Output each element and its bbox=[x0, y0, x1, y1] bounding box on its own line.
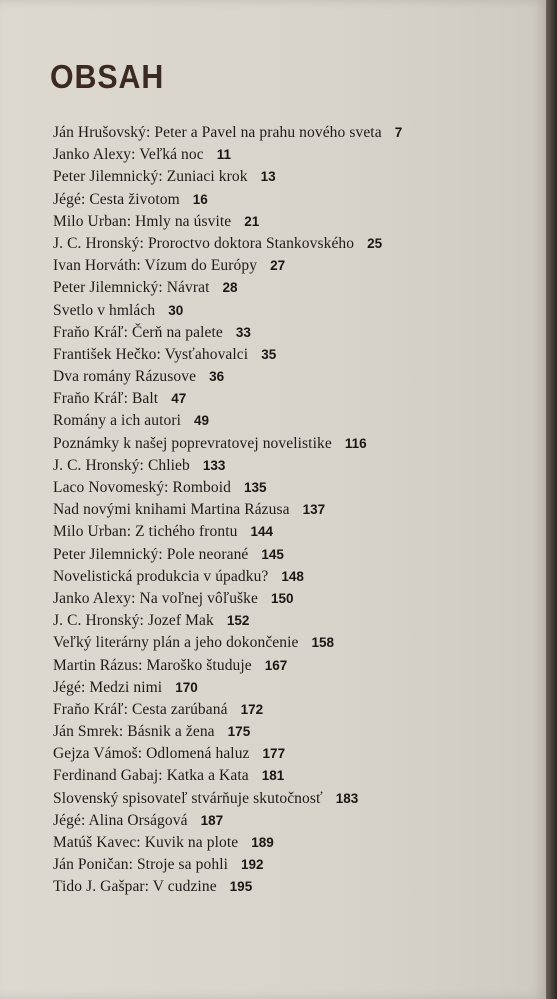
toc-entry bbox=[53, 588, 533, 610]
toc-entry bbox=[53, 499, 533, 521]
toc-entry bbox=[53, 300, 533, 322]
toc-entry bbox=[53, 854, 533, 876]
toc-entry-title: Tido J. Gašpar: V cudzine bbox=[53, 878, 217, 896]
toc-entry-title: Peter Jilemnický: Pole neorané bbox=[53, 545, 249, 563]
page-title: OBSAH bbox=[50, 58, 165, 95]
toc-entry-title: Milo Urban: Hmly na úsvite bbox=[53, 212, 232, 230]
toc-entry-page-number: 172 bbox=[240, 701, 264, 717]
toc-entry bbox=[53, 366, 533, 388]
toc-entry bbox=[53, 632, 533, 654]
toc-entry-page-number: 133 bbox=[202, 457, 226, 473]
toc-entry-page-number: 145 bbox=[261, 546, 284, 562]
toc-entry bbox=[53, 544, 533, 566]
toc-entry-page-number: 175 bbox=[227, 724, 251, 740]
toc-entry-page-number: 192 bbox=[241, 857, 264, 873]
toc-entry-title: Janko Alexy: Veľká noc bbox=[53, 146, 204, 164]
toc-entry-title: Ivan Horváth: Vízum do Európy bbox=[53, 257, 258, 275]
toc-entry-title: Martin Rázus: Maroško študuje bbox=[53, 656, 252, 674]
toc-entry bbox=[53, 388, 533, 410]
toc-entry-title: Romány a ich autori bbox=[53, 412, 182, 430]
toc-entry bbox=[53, 765, 533, 787]
toc-entry-page-number: 27 bbox=[270, 258, 286, 274]
toc-entry bbox=[53, 322, 533, 344]
toc-entry-page-number: 181 bbox=[261, 768, 285, 784]
toc-entry bbox=[53, 610, 533, 632]
toc-entry bbox=[53, 743, 533, 765]
toc-entry-page-number: 170 bbox=[175, 679, 198, 695]
toc-entry-title: Ján Hrušovský: Peter a Pavel na prahu nového sveta bbox=[53, 124, 382, 141]
toc-entry bbox=[53, 566, 533, 588]
toc-entry-page-number: 16 bbox=[192, 191, 208, 207]
toc-entry-title: Peter Jilemnický: Návrat bbox=[53, 279, 210, 297]
toc-entry-title: Milo Urban: Z tichého frontu bbox=[53, 523, 238, 541]
toc-entry-page-number: 13 bbox=[260, 169, 276, 185]
toc-entry bbox=[53, 211, 533, 233]
toc-entry bbox=[53, 410, 533, 432]
toc-entry-title: František Hečko: Vysťahovalci bbox=[53, 345, 249, 363]
toc-entry-page-number: 11 bbox=[216, 147, 231, 163]
toc-entry-title: Svetlo v hmlách bbox=[53, 301, 156, 319]
toc-entry-page-number: 28 bbox=[222, 280, 238, 296]
toc-entry-page-number: 135 bbox=[243, 480, 267, 495]
toc-entry-page-number: 7 bbox=[394, 125, 403, 140]
toc-entry-title: J. C. Hronský: Proroctvo doktora Stankovského bbox=[53, 234, 355, 252]
toc-entry bbox=[53, 166, 533, 188]
toc-entry-title: Laco Novomeský: Romboid bbox=[53, 479, 231, 496]
toc-entry-page-number: 144 bbox=[250, 524, 273, 540]
toc-entry-page-number: 148 bbox=[281, 568, 304, 584]
toc-entry bbox=[53, 677, 533, 699]
toc-entry-title: Veľký literárny plán a jeho dokončenie bbox=[53, 634, 299, 652]
toc-entry bbox=[53, 255, 533, 277]
toc-entry-page-number: 150 bbox=[271, 590, 294, 606]
toc-entry-title: J. C. Hronský: Jozef Mak bbox=[53, 612, 214, 630]
toc-entry bbox=[53, 144, 533, 166]
toc-entry-page-number: 30 bbox=[168, 302, 184, 318]
toc-entry-title: Jégé: Cesta životom bbox=[53, 190, 180, 208]
toc-entry bbox=[53, 521, 533, 543]
toc-entry bbox=[53, 832, 533, 854]
toc-entry-title: Poznámky k našej poprevratovej novelistike bbox=[53, 434, 332, 452]
toc-entry bbox=[53, 455, 533, 477]
toc-entry-page-number: 152 bbox=[226, 613, 250, 629]
toc-entry-page-number: 21 bbox=[244, 213, 260, 229]
page-edge-shadow bbox=[546, 0, 557, 999]
toc-entry-title: Ján Smrek: Básnik a žena bbox=[53, 723, 215, 741]
toc-entry-title: Fraňo Kráľ: Cesta zarúbaná bbox=[53, 700, 228, 718]
toc-entry-page-number: 195 bbox=[229, 879, 253, 895]
toc-entry-title: Matúš Kavec: Kuvik na plote bbox=[53, 834, 239, 851]
toc-entry bbox=[53, 277, 533, 299]
toc-entry-title: Gejza Vámoš: Odlomená haluz bbox=[53, 745, 250, 763]
toc-entry-title: Jégé: Medzi nimi bbox=[53, 678, 163, 696]
toc-entry bbox=[53, 721, 533, 743]
toc-entry bbox=[53, 189, 533, 211]
toc-entry-page-number: 36 bbox=[209, 369, 225, 385]
toc-entry-page-number: 35 bbox=[261, 346, 277, 362]
toc-entry bbox=[53, 810, 533, 832]
toc-entry-title: Nad novými knihami Martina Rázusa bbox=[53, 501, 290, 519]
toc-entry bbox=[53, 433, 533, 455]
toc-entry bbox=[53, 699, 533, 721]
toc-entry-title: Slovenský spisovateľ stvárňuje skutočnosť bbox=[53, 789, 323, 807]
toc-entry-title: Dva romány Rázusove bbox=[53, 368, 197, 386]
toc-entry-page-number: 33 bbox=[235, 324, 251, 340]
toc-entry-page-number: 158 bbox=[311, 635, 335, 651]
toc-entry-page-number: 116 bbox=[344, 435, 367, 451]
toc-entry bbox=[53, 344, 533, 366]
toc-entry bbox=[53, 122, 533, 144]
toc-entry bbox=[53, 477, 533, 499]
toc-entry-page-number: 189 bbox=[251, 835, 274, 850]
toc-entry-page-number: 187 bbox=[200, 812, 224, 828]
toc-entry-page-number: 47 bbox=[171, 391, 187, 407]
toc-entry bbox=[53, 788, 533, 810]
toc-entry-title: Ferdinand Gabaj: Katka a Kata bbox=[53, 767, 249, 785]
toc-entry-title: Fraňo Kráľ: Čerň na palete bbox=[53, 323, 223, 341]
toc-entry bbox=[53, 876, 533, 898]
toc-entry-page-number: 183 bbox=[335, 790, 359, 806]
toc-entry-title: Fraňo Kráľ: Balt bbox=[53, 390, 159, 408]
toc-entry-page-number: 137 bbox=[302, 502, 326, 518]
toc-entry-title: Peter Jilemnický: Zuniaci krok bbox=[53, 168, 248, 186]
table-of-contents bbox=[53, 122, 533, 899]
toc-entry-page-number: 25 bbox=[367, 235, 383, 251]
toc-entry-title: Jégé: Alina Orságová bbox=[53, 811, 188, 829]
toc-entry-title: Novelistická produkcia v úpadku? bbox=[53, 567, 269, 585]
toc-entry-page-number: 167 bbox=[264, 657, 288, 673]
toc-entry-page-number: 177 bbox=[262, 746, 286, 762]
toc-entry bbox=[53, 233, 533, 255]
toc-entry-page-number: 49 bbox=[194, 413, 210, 429]
toc-entry bbox=[53, 655, 533, 677]
toc-entry-title: Janko Alexy: Na voľnej vôľuške bbox=[53, 589, 259, 607]
toc-entry-title: Ján Poničan: Stroje sa pohli bbox=[53, 856, 229, 874]
toc-entry-title: J. C. Hronský: Chlieb bbox=[53, 456, 190, 474]
